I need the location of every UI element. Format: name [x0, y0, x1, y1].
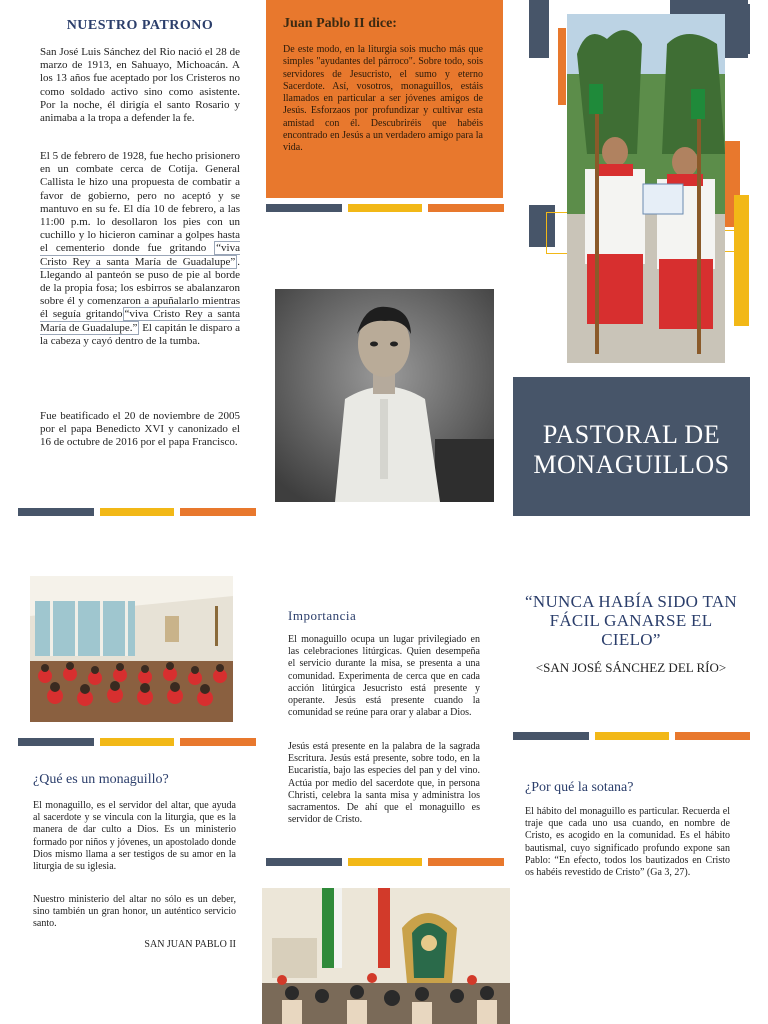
patrono-title: NUESTRO PATRONO — [66, 18, 214, 33]
divider-stripe-navy — [18, 738, 94, 746]
patrono-paragraph-2-c: El capitán le disparo a la cabeza y cayó dentro de la tumba. — [40, 321, 240, 347]
patrono-paragraph-2-b: . Llegando al panteón se puso de pie al borde de la propia fosa; los esbirros se abalanzaron sobre él y comenzaron a apuñalarlo mientras él seguía gritando — [40, 255, 240, 321]
divider-stripe-orange — [180, 738, 256, 746]
patrono-paragraph-2-a: El 5 de febrero de 1928, fue hecho prisionero en un combate cerca de Cotija. General Callista le hizo una propuesta de combatir a favor de gobierno, pero no aceptó y se mantuvo en su fe. El día 10 de febrero, a las 11:00 p.m. lo desollaron los pies con un cuchillo y lo hicieron caminar a golpes hasta el cementerio donde fue gritando — [40, 150, 240, 255]
altar-mass-photo — [262, 888, 510, 1024]
church-interior-photo — [30, 576, 233, 722]
decor-block — [734, 195, 749, 326]
divider-stripe-gold — [100, 508, 174, 516]
decor-block — [529, 0, 549, 58]
patrono-paragraph-3: Fue beatificado el 20 de noviembre de 2005 por el papa Benedicto XVI y canonizado el 16 de octubre de 2016 por el papa Francisco. — [40, 410, 240, 449]
que-es-title: ¿Qué es un monaguillo? — [33, 772, 169, 787]
divider-stripe-navy — [266, 858, 342, 866]
decor-block — [724, 4, 750, 54]
importancia-title: Importancia — [288, 608, 357, 623]
divider-stripe-navy — [513, 732, 589, 740]
juan-pablo-text: De este modo, en la liturgia sois mucho más que simples "ayudantes del párroco". Sobre todo, sois servidores de Jesucristo, el sumo y eterno Sacerdote. Así, vosotros, monaguillos, estáis llamados en particular a ser jóvenes amigos de Jesús. Esforzaos por profundizar y cultivar esta amistad con él. Descubriréis que habéis encontrado en Jesús a un verdadero amigo para la vida. — [283, 44, 483, 154]
patrono-paragraph-2 — [40, 150, 240, 348]
importancia-paragraph-2: Jesús está presente en la palabra de la sagrada Escritura. Jesús está presente, sobre todo, en la Eucaristía, bajo las especies del pan y del vino. Actúa por medio del sacerdote que, in persona Christi, celebra la santa misa y administra los sacramentos. De ahí que el monaguillo es servidor de Cristo. — [288, 741, 480, 826]
decor-block — [558, 28, 566, 105]
divider-stripe-orange — [180, 508, 256, 516]
cover-title-line-1: PASTORAL DE — [542, 420, 721, 449]
saint-portrait-photo — [275, 289, 494, 502]
divider-stripe-orange — [675, 732, 750, 740]
cover-title — [513, 420, 750, 480]
altar-boys-photo — [567, 14, 725, 363]
importancia-paragraph-1: El monaguillo ocupa un lugar privilegiado en las celebraciones litúrgicas. Quien desempeña el servicio durante la misa, se presenta a una comunidad. Experimenta de cerca que en cada acción litúrgica Jesucristo está presente y operante. Jesús está presente cuando la comunidad se reúne para orar y alabar a Dios. — [288, 634, 480, 719]
saint-quote: “NUNCA HABÍA SIDO TAN FÁCIL GANARSE EL CIELO” — [525, 592, 737, 649]
divider-stripe-gold — [348, 858, 422, 866]
divider-stripe-gold — [595, 732, 669, 740]
que-es-paragraph-1: El monaguillo, es el servidor del altar, que ayuda al sacerdote y se vincula con la liturgia, que es la manera de dar culto a Dios. Es un ministerio formado por niños y jóvenes, un apostolado donde Dios mismo llama a ser testigos de su amor en la liturgia de su iglesia. — [33, 800, 236, 873]
que-es-signature: SAN JUAN PABLO II — [144, 939, 236, 950]
patrono-quote-2: “viva Cristo Rey a santa María de Guadalupe.” — [40, 308, 241, 334]
divider-stripe-gold — [100, 738, 174, 746]
juan-pablo-title: Juan Pablo II dice: — [283, 16, 397, 31]
divider-stripe-navy — [266, 204, 342, 212]
divider-stripe-gold — [348, 204, 422, 212]
patrono-paragraph-1: San José Luis Sánchez del Rio nació el 28 de marzo de 1913, en Sahuayo, Michoacán. A los 13 años fue aceptado por los Cristeros no como soldado activo sino como asistente. Por la noche, él dirigía el santo Rosario y animaba a la tropa a defender la fe. — [40, 46, 240, 125]
divider-stripe-navy — [18, 508, 94, 516]
sotana-text: El hábito del monaguillo es particular. Recuerda el traje que cada uno usa cuando, en nombre de Cristo, es acogido en la comunidad. Es el hábito bautismal, cuyo significado profundo expone san Pablo: “En efecto, todos los bautizados en Cristo os habéis revestido de Cristo” (Ga 3, 27). — [525, 806, 730, 879]
divider-stripe-orange — [428, 204, 504, 212]
saint-quote-author: <SAN JOSÉ SÁNCHEZ DEL RÍO> — [535, 660, 727, 675]
patrono-quote-1: “viva Cristo Rey a santa María de Guadalupe” — [40, 242, 240, 268]
sotana-title: ¿Por qué la sotana? — [525, 780, 634, 795]
divider-stripe-orange — [428, 858, 504, 866]
cover-title-line-2: MONAGUILLOS — [533, 450, 730, 479]
que-es-paragraph-2: Nuestro ministerio del altar no sólo es un deber, sino también un gran honor, un auténtico servicio santo. — [33, 894, 236, 930]
